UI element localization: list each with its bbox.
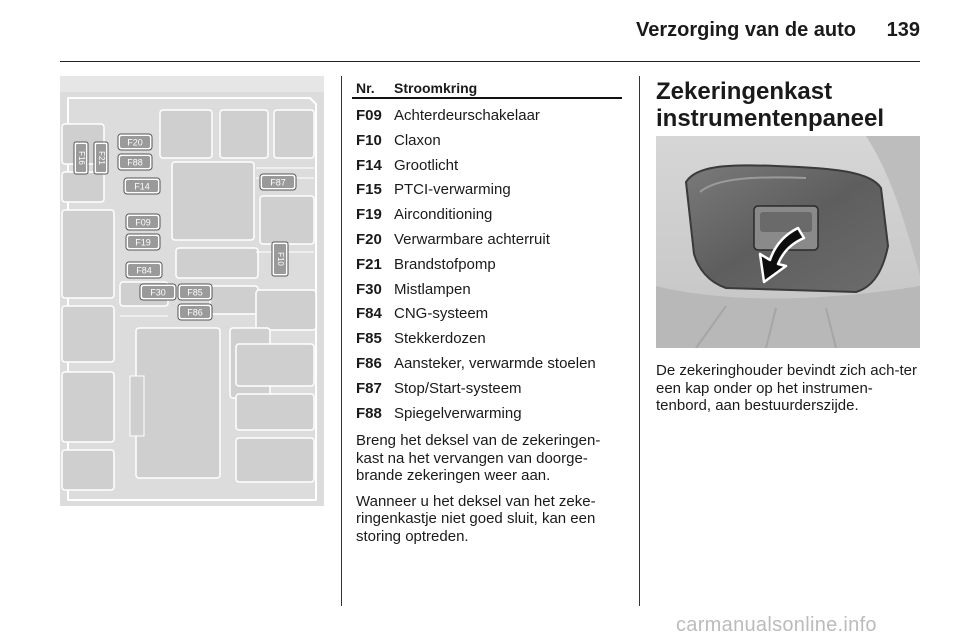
column-header-circuit: Stroomkring [394, 80, 478, 96]
fuse-label-f14: F14 [134, 181, 150, 192]
fuse-label-f19: F19 [135, 237, 151, 248]
dashboard-fusebox-photo [656, 136, 920, 348]
fuse-circuit: Brandstofpomp [394, 255, 496, 273]
section-title: Zekeringenkast instrumentenpaneel [656, 78, 885, 132]
fuse-code: F15 [356, 181, 382, 199]
fuse-circuit: Airconditioning [394, 206, 493, 224]
fuse-code: F09 [356, 107, 382, 124]
fuse-label-f10: F10 [275, 252, 285, 266]
table-row [352, 129, 622, 154]
fuse-circuit: Aansteker, verwarmde stoelen [394, 354, 596, 372]
table-body [352, 104, 622, 426]
fuse-code: F30 [356, 280, 382, 298]
paragraph-cover-warning: Wanneer u het deksel van het zeke-ringenkastje niet goed sluit, kan een storing optreden. [356, 492, 596, 545]
fuse-code: F88 [356, 404, 382, 422]
fuse-circuit: Verwarmbare achterruit [394, 230, 550, 248]
fuse-table [352, 80, 622, 422]
fuse-code: F84 [356, 305, 382, 323]
fuse-label-f84: F84 [136, 265, 152, 276]
fuse-circuit: CNG-systeem [394, 305, 489, 323]
table-row [352, 327, 622, 352]
fuse-circuit: Grootlicht [394, 156, 459, 174]
column-header-nr: Nr. [356, 80, 375, 96]
fuse-circuit: Stekkerdozen [394, 330, 486, 348]
fuse-label-f86: F86 [187, 307, 203, 318]
fusebox-drawing [60, 76, 324, 506]
fuse-code: F14 [356, 156, 382, 174]
fuse-code: F20 [356, 230, 382, 248]
page-number: 139 [886, 19, 920, 41]
fuse-circuit: Mistlampen [394, 280, 471, 298]
fuse-label-f09: F09 [135, 217, 151, 228]
fuse-circuit: PTCI-verwarming [394, 181, 511, 199]
fuse-code: F87 [356, 379, 382, 397]
table-row [352, 228, 622, 253]
fusebox-illustration [60, 76, 324, 506]
fuse-label-f20: F20 [127, 137, 143, 148]
fuse-code: F10 [356, 131, 382, 149]
table-row [352, 302, 622, 327]
fuse-label-f16: F16 [76, 151, 86, 165]
header-rule [60, 61, 920, 62]
paragraph-cover-refit: Breng het deksel van de zekeringen-kast na het vervangen van doorge-brande zekeringen weer aan. [356, 432, 601, 485]
fuse-circuit: Claxon [394, 131, 441, 149]
column-divider-left [341, 76, 342, 606]
fuse-code: F21 [356, 255, 382, 273]
fuse-circuit: Spiegelverwarming [394, 404, 522, 422]
table-row [352, 377, 622, 402]
fuse-label-f21: F21 [96, 151, 106, 165]
table-header-rule [352, 97, 622, 99]
fuse-circuit: Stop/Start-systeem [394, 379, 522, 397]
watermark: carmanualsonline.info [676, 614, 877, 636]
chapter-title: Verzorging van de auto [635, 19, 856, 41]
table-row [352, 278, 622, 303]
column-divider-right [639, 76, 640, 606]
table-row [352, 253, 622, 278]
fuse-label-f30: F30 [150, 287, 166, 298]
body-text-middle [356, 432, 626, 554]
dashboard-illustration [656, 136, 920, 348]
table-row [352, 104, 622, 129]
table-row [352, 178, 622, 203]
table-row [352, 402, 622, 427]
fuse-label-f87: F87 [270, 177, 286, 188]
table-row [352, 203, 622, 228]
fuse-code: F19 [356, 206, 382, 224]
fuse-code: F85 [356, 330, 382, 348]
fuse-circuit: Achterdeurschakelaar [394, 107, 540, 124]
table-row [352, 154, 622, 179]
table-row [352, 352, 622, 377]
table-header [352, 80, 622, 98]
fusebox-location-text: De zekeringhouder bevindt zich ach-ter een kap onder op het instrumen-tenbord, aan bestuurderszijde. [656, 362, 917, 415]
fuse-code: F86 [356, 354, 382, 372]
fuse-label-f85: F85 [187, 287, 203, 298]
fuse-label-f88: F88 [127, 157, 143, 168]
